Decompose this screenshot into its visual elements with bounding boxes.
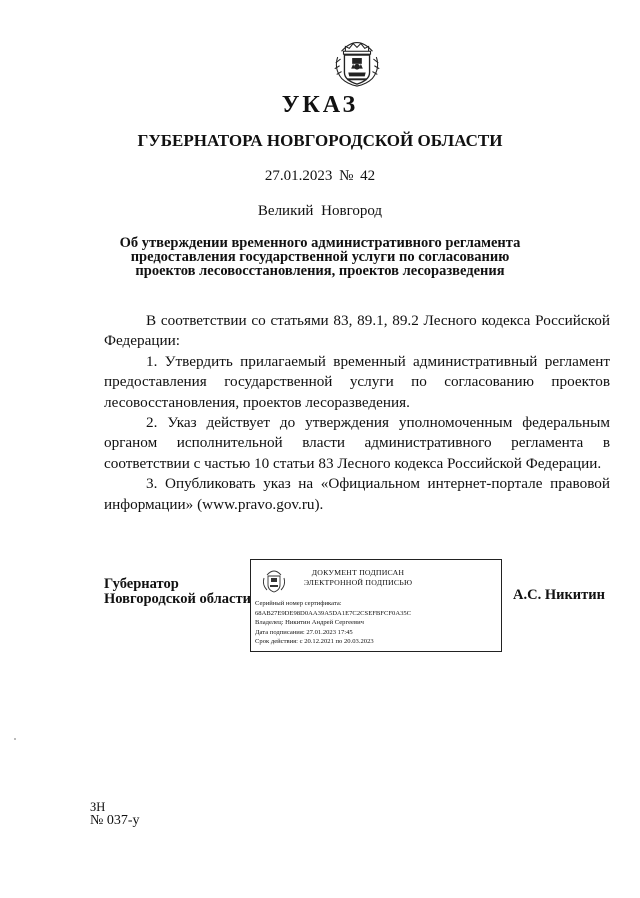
registration-number: № 037-у	[90, 813, 140, 828]
date-number: 27.01.2023 № 42	[264, 168, 376, 184]
signatory-position	[104, 577, 251, 607]
document-title: УКАЗ	[281, 92, 359, 118]
electronic-signature-stamp	[250, 559, 502, 652]
position-line: Новгородской области	[104, 591, 251, 607]
signatory-name: А.С. Никитин	[513, 587, 605, 603]
position-line: Губернатор	[104, 576, 179, 592]
heading-line: Об утверждении временного административного регламента	[119, 235, 521, 251]
validity-period: Срок действия: с 20.12.2021 по 20.03.2023	[255, 638, 374, 646]
stamp-heading-line: ДОКУМЕНТ ПОДПИСАН	[311, 568, 405, 577]
stamp-details	[255, 599, 411, 647]
registration-mark	[90, 801, 140, 827]
stamp-heading	[299, 568, 417, 588]
document-heading	[0, 236, 640, 278]
paragraph-line: 1. Утвердить прилагаемый временный административный регламент	[146, 352, 610, 370]
paragraph-1	[104, 311, 610, 352]
paragraph-line: органом исполнительной власти административного регламента в	[104, 434, 610, 452]
paragraph-2	[104, 352, 610, 413]
city: Великий Новгород	[257, 203, 383, 219]
signing-date: Дата подписания: 27.01.2023 17:45	[255, 628, 353, 636]
paragraph-line: соответствии с частью 10 статьи 83 Лесного кодекса Российской Федерации.	[104, 454, 602, 472]
paragraph-line: предоставления государственной услуги по согласованию проектов	[104, 373, 610, 391]
issuer-subtitle: ГУБЕРНАТОРА НОВГОРОДСКОЙ ОБЛАСТИ	[137, 131, 503, 150]
paragraph-3	[104, 413, 610, 474]
paragraph-line: 2. Указ действует до утверждения уполномоченным федеральным	[146, 414, 610, 432]
paragraph-line: Федерации:	[104, 332, 180, 350]
heading-line: предоставления государственной услуги по согласованию	[130, 249, 510, 265]
registration-code: ЗН	[90, 800, 106, 814]
paragraph-line: информации» (www.pravo.gov.ru).	[104, 495, 324, 513]
stamp-emblem-icon	[259, 565, 289, 595]
stamp-heading-line: ЭЛЕКТРОННОЙ ПОДПИСЬЮ	[303, 578, 413, 587]
heading-line: проектов лесовосстановления, проектов лесоразведения	[135, 263, 505, 279]
paragraph-line: 3. Опубликовать указ на «Официальном интернет-портале правовой	[146, 475, 610, 493]
paragraph-line: лесовосстановления, проектов лесоразведения.	[104, 393, 410, 411]
certificate-owner: Владелец: Никитин Андрей Сергеевич	[255, 619, 364, 627]
scan-speck	[14, 738, 16, 740]
paragraph-line: В соответствии со статьями 83, 89.1, 89.2 Лесного кодекса Российской	[146, 312, 610, 329]
coat-of-arms-emblem	[328, 30, 386, 88]
serial-label: Серийный номер сертификата:	[255, 600, 342, 607]
paragraph-4	[104, 474, 610, 515]
serial-number: 68AB27E9DE98D0AA39A5DA1E7C2CSEFBFCF0A35C	[255, 609, 412, 617]
document-body	[104, 311, 610, 515]
